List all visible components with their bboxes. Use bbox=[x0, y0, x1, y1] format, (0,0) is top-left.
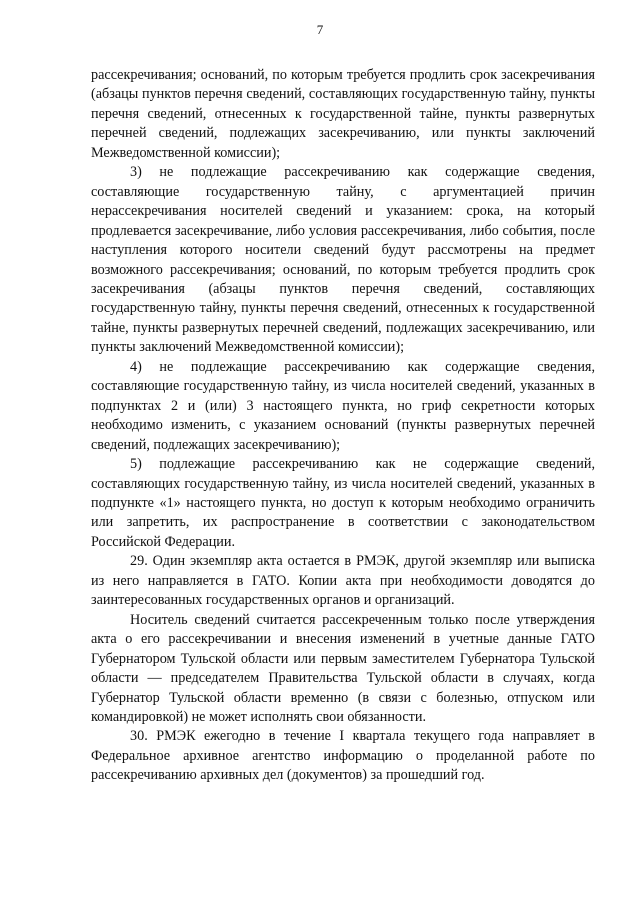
paragraph-item-5: 5) подлежащие рассекречиванию как не содержащие сведений, составляющих государственную тайну, из числа носителей сведений, указанных в подпункте «1» настоящего пункта, но доступ к которым необходимо ограничить или запретить, их распространение в соответствии с законодательством Российской Федерации. bbox=[91, 456, 595, 550]
paragraph-item-4: 4) не подлежащие рассекречиванию как содержащие сведения, составляющие государственную тайну, из числа носителей сведений, указанных в подпунктах 2 и (или) 3 настоящего пункта, но гриф секретности которых необходимо изменить, с указанием оснований (пункты развернутых перечней сведений, подлежащих засекречиванию); bbox=[91, 358, 595, 453]
page-number: 7 bbox=[316, 22, 324, 37]
document-body bbox=[91, 66, 595, 786]
paragraph-clause-29: 29. Один экземпляр акта остается в РМЭК, другой экземпляр или выписка из него направляется в ГАТО. Копии акта при необходимости доводятся до заинтересованных государственных органов и организаций. bbox=[91, 553, 595, 609]
paragraph-clause-30: 30. РМЭК ежегодно в течение I квартала текущего года направляет в Федеральное архивное агентство информацию о проделанной работе по рассекречиванию архивных дел (документов) за прошедший год. bbox=[91, 728, 595, 784]
paragraph-continuation: рассекречивания; оснований, по которым требуется продлить срок засекречивания (абзацы пунктов перечня сведений, составляющих государственную тайну, пункты перечня сведений, отнесенных к государственной тайне, пункты развернутых перечней сведений, подлежащих засекречиванию, или пункты заключений Межведомственной комиссии); bbox=[91, 67, 595, 161]
paragraph-item-3: 3) не подлежащие рассекречиванию как содержащие сведения, составляющие государственную тайну, с аргументацией причин нерассекречивания носителей сведений и указанием: срока, на который продлевается засекречивание, либо условия рассекречивания, либо события, после наступления которого носители сведений будут рассмотрены на предмет возможного рассекречивания; оснований, по которым требуется продлить срок засекречивания (абзацы пунктов перечня сведений, составляющих государственную тайну, пункты перечня сведений, отнесенных к государственной тайне, пункты развернутых перечней сведений, подлежащих засекречиванию, или пункты заключений Межведомственной комиссии); bbox=[91, 164, 595, 356]
paragraph-declassification-approval: Носитель сведений считается рассекреченным только после утверждения акта о его рассекречивании и внесения изменений в учетные данные ГАТО Губернатором Тульской области или первым заместителем Губернатора Тульской области — председателем Правительства Тульской области в случаях, когда Губернатор Тульской области временно (в связи с болезнью, отпуском или командировкой) не может исполнять свои обязанности. bbox=[91, 611, 595, 725]
